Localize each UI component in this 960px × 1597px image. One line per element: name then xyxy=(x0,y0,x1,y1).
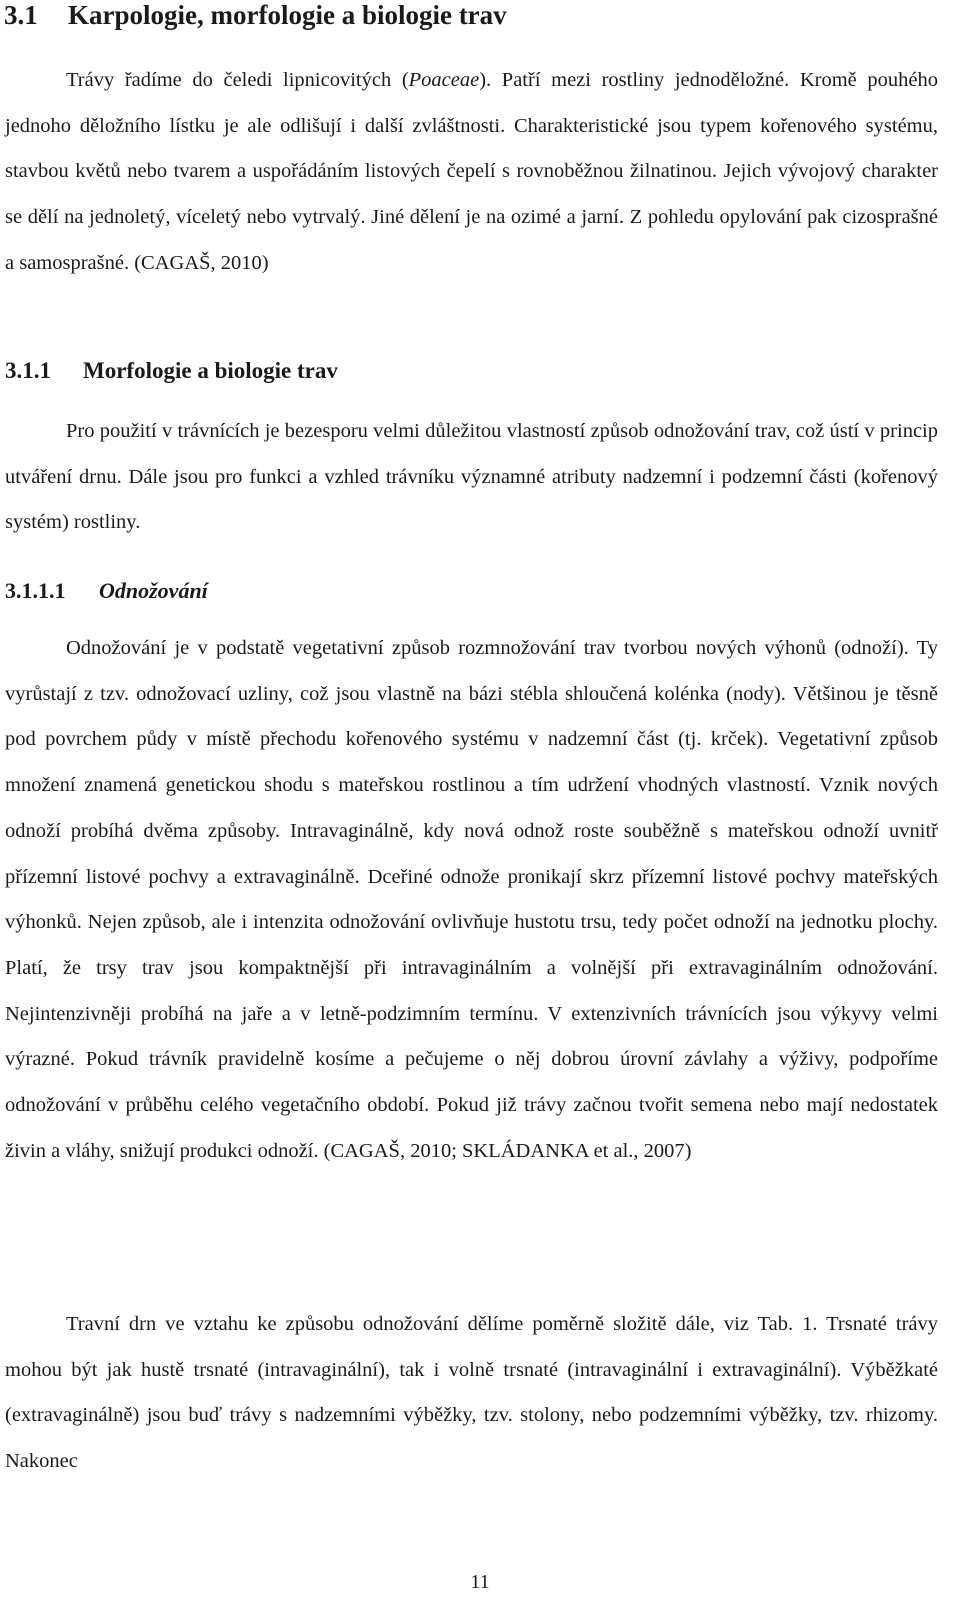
subsection-number: 3.1.1 xyxy=(5,358,51,383)
intro-text-rest: ). Patří mezi rostliny jednoděložné. Kromě pouhého jednoho děložního lístku je ale odlišují i další zvláštnosti. Charakteristické jsou typem kořenového systému, stavbou květů nebo tvarem a uspořádáním listových čepelí s rovnoběžnou žilnatinou. Jejich vývojový charakter se dělí na jednoletý, víceletý nebo vytrvalý. Jiné dělení je na ozimé a jarní. Z pohledu opylování pak cizosprašné a samosprašné. (CAGAŠ, 2010) xyxy=(5,69,938,274)
section-number: 3.1 xyxy=(4,0,38,30)
subsection-heading xyxy=(5,356,338,386)
tillering-paragraph: Odnožování je v podstatě vegetativní způsob rozmnožování trav tvorbou nových výhonů (odnoží). Ty vyrůstají z tzv. odnožovací uzliny, což jsou vlastně na bázi stébla shloučená kolénka (nody). Většinou je těsně pod povrchem půdy v místě přechodu kořenového systému v nadzemní část (tj. krček). Vegetativní způsob množení znamená genetickou shodu s mateřskou rostlinou a tím udržení vhodných vlastností. Vznik nových odnoží probíhá dvěma způsoby. Intravaginálně, kdy nová odnož roste souběžně s mateřskou odnoží uvnitř přízemní listové pochvy a extravaginálně. Dceřiné odnože pronikají skrz přízemní listové pochvy mateřských výhonků. Nejen způsob, ale i intenzita odnožování ovlivňuje hustotu trsu, tedy počet odnoží na jednotku plochy. Platí, že trsy trav jsou kompaktnější při intravaginálním a volnější při extravaginálním odnožování. Nejintenzivněji probíhá na jaře a v letně-podzimním termínu. V extenzivních trávnících jsou výkyvy velmi výrazné. Pokud trávník pravidelně kosíme a pečujeme o něj dobrou úrovní závlahy a výživy, podpoříme odnožování v průběhu celého vegetačního období. Pokud již trávy začnou tvořit semena nebo mají nedostatek živin a vláhy, snižují produkci odnoží. (CAGAŠ, 2010; SKLÁDANKA et al., 2007) xyxy=(5,637,938,1162)
sod-paragraph: Travní drn ve vztahu ke způsobu odnožování dělíme poměrně složitě dále, viz Tab. 1. Trsnaté trávy mohou být jak hustě trsnaté (intravaginální), tak i volně trsnaté (intravaginální i extravaginální). Výběžkaté (extravaginálně) jsou buď trávy s nadzemními výběžky, tzv. stolony, nebo podzemními výběžky, tzv. rhizomy. Nakonec xyxy=(5,1313,938,1473)
morphology-paragraph: Pro použití v trávnících je bezesporu velmi důležitou vlastností způsob odnožování trav, což ústí v princip utváření drnu. Dále jsou pro funkci a vzhled trávníku významné atributy nadzemní i podzemní části (kořenový systém) rostliny. xyxy=(5,420,938,534)
page-number: 11 xyxy=(470,1571,490,1593)
section-title: Karpologie, morfologie a biologie trav xyxy=(68,0,507,30)
subsubsection-number: 3.1.1.1 xyxy=(5,578,66,603)
intro-text-start: Trávy řadíme do čeledi lipnicovitých ( xyxy=(66,69,409,91)
intro-paragraph xyxy=(5,58,938,287)
subsubsection-heading xyxy=(5,576,208,606)
section-heading xyxy=(4,0,507,32)
subsubsection-title: Odnožování xyxy=(99,578,208,603)
subsection-title: Morfologie a biologie trav xyxy=(83,358,338,383)
intro-latin-name: Poaceae xyxy=(408,69,480,91)
